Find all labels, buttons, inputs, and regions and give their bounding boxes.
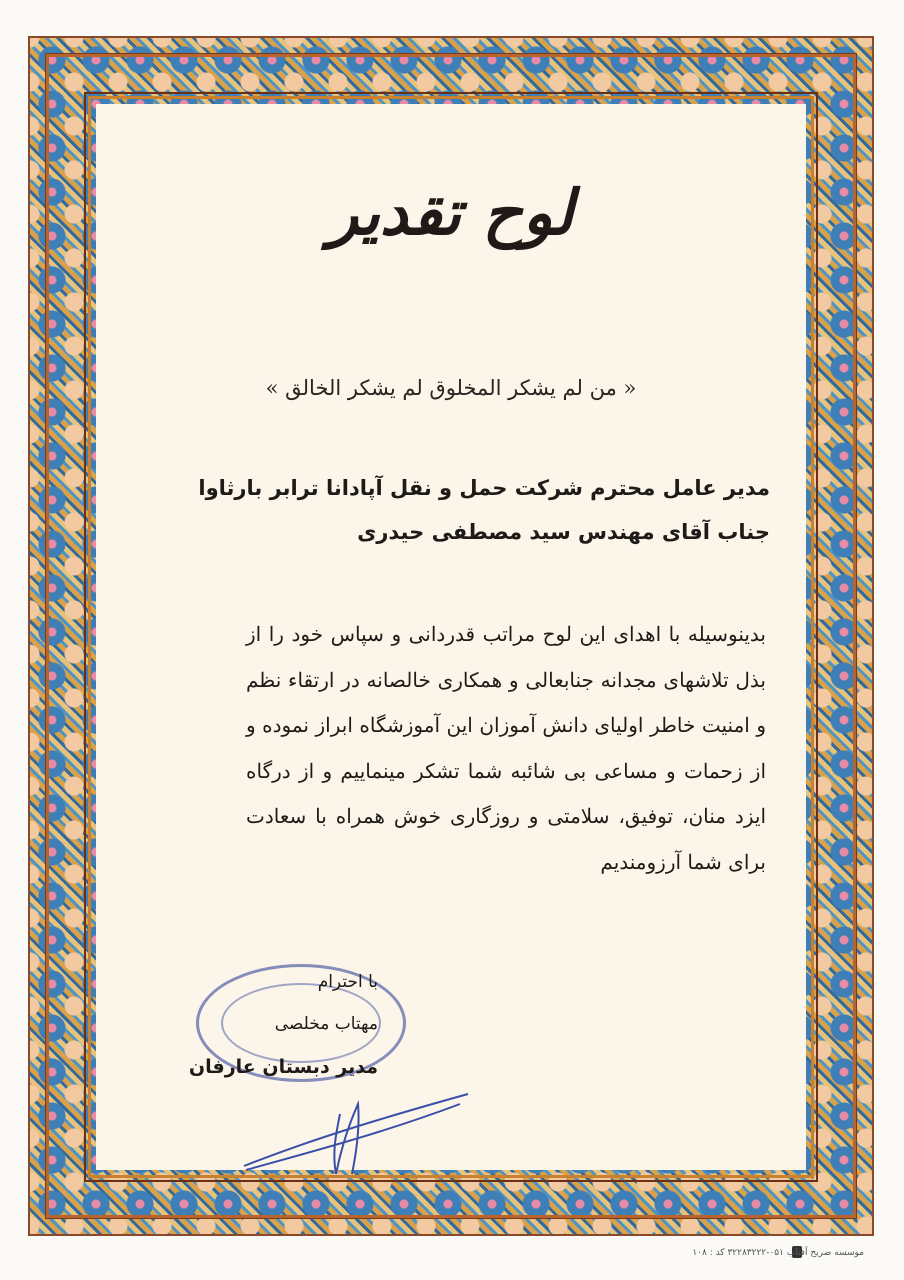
recipient-line-2: جناب آقای مهندس سید مصطفی حیدری bbox=[357, 520, 770, 544]
handwritten-signature bbox=[240, 1074, 480, 1184]
closing-respect: با احترام bbox=[317, 972, 378, 992]
recipient-line-1: مدیر عامل محترم شرکت حمل و نقل آپادانا ترابر بارثاوا bbox=[198, 476, 770, 500]
signer-name: مهتاب مخلصی bbox=[274, 1014, 378, 1034]
signer-title: مدیر دبستان عارفان bbox=[188, 1056, 378, 1078]
publisher-footer: موسسه ضریح آفتاب ۰۵۱-۳۲۲۸۳۲۲۲ کد : ۱۰۸ bbox=[692, 1248, 864, 1258]
appreciation-text: بدینوسیله با اهدای این لوح مراتب قدردانی و سپاس خود را از بذل تلاشهای مجدانه جنابعالی و همکاری خالصانه در ارتقاء نظم و امنیت خاطر اولیای دانش آموزان این آموزشگاه ابراز نموده و از زحمات و مساعی بی شائبه شما تشکر مینماییم و از درگاه ایزد منان، توفیق، سلامتی و روزگاری خوش همراه با سعادت برای شما آرزومندیم bbox=[246, 622, 766, 874]
hadith-quote: « من لم یشکر المخلوق لم یشکر الخالق » bbox=[265, 376, 637, 400]
certificate-title: لوح تقدیر bbox=[328, 176, 574, 249]
